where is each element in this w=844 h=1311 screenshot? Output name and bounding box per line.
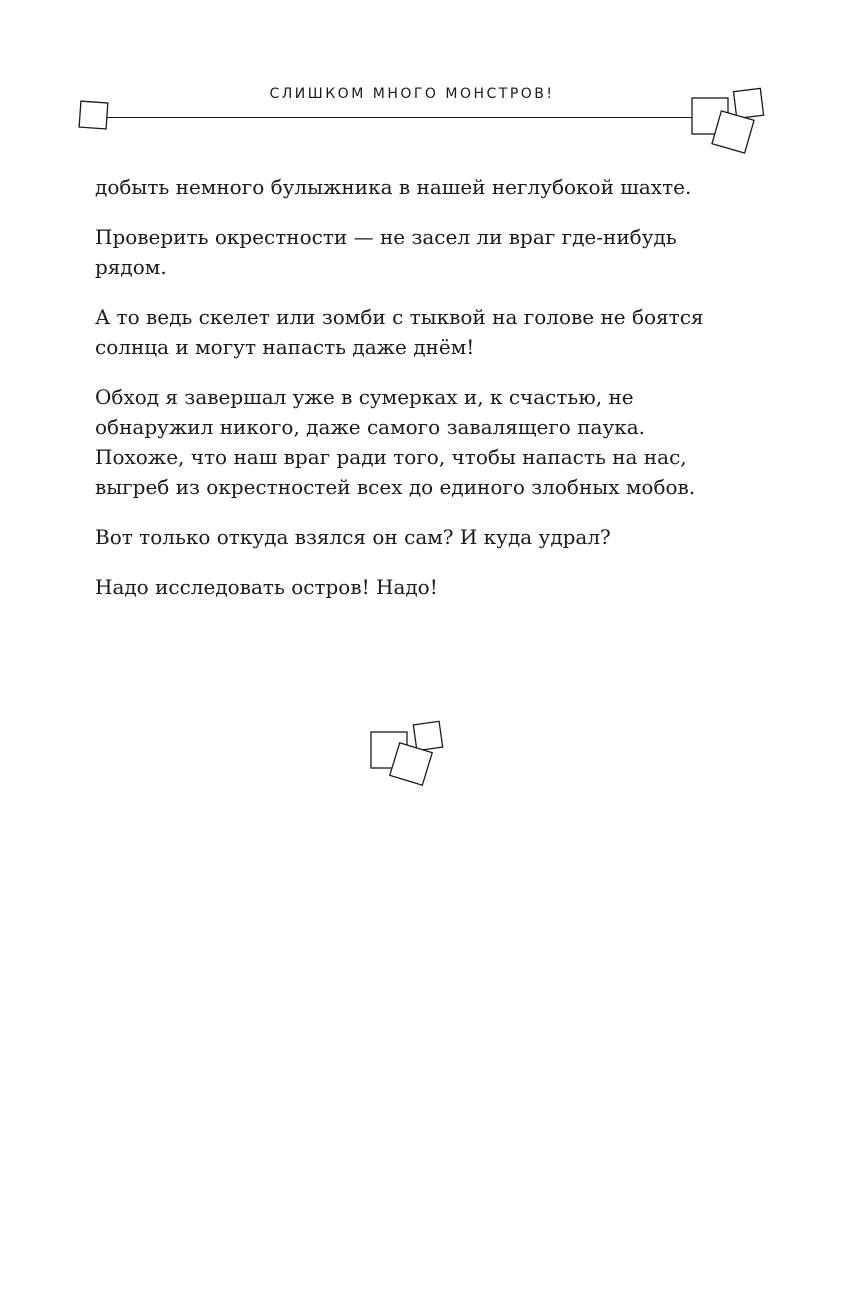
header-rule <box>107 117 695 118</box>
paragraph-4: Обход я завершал уже в сумерках и, к счастью, не обнаружил никого, даже самого завалящего паука. Похоже, что наш враг ради того, чтобы напасть на нас, выгреб из окрестностей всех до единого злобных мобов. <box>95 385 696 499</box>
paragraph-1: добыть немного булыжника в нашей неглубокой шахте. <box>95 175 692 199</box>
paragraph-5: Вот только откуда взялся он сам? И куда удрал? <box>95 525 611 549</box>
running-title: СЛИШКОМ МНОГО МОНСТРОВ! <box>269 86 555 102</box>
body-text <box>95 172 735 622</box>
paragraph-3: А то ведь скелет или зомби с тыквой на голове не боятся солнца и могут напасть даже днём! <box>95 305 704 359</box>
paragraph-6: Надо исследовать остров! Надо! <box>95 575 438 599</box>
paragraph-2: Проверить окрестности — не засел ли враг где-нибудь рядом. <box>95 225 677 279</box>
section-break-squares-icon <box>362 712 452 796</box>
header-left-square-icon <box>70 92 120 142</box>
header-right-squares-icon <box>684 80 774 164</box>
